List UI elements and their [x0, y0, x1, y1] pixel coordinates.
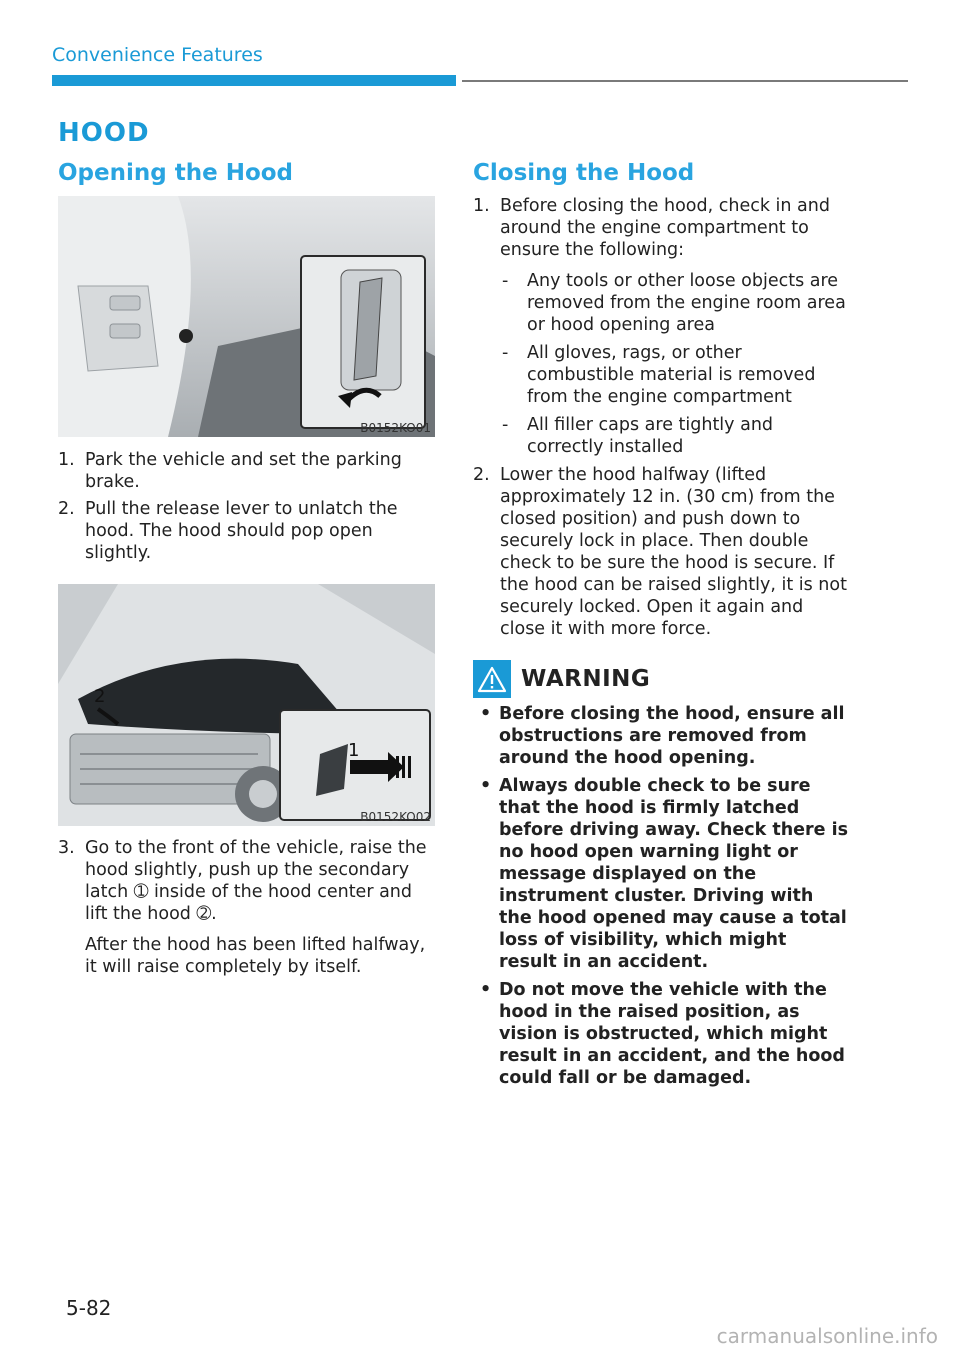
- checklist-item: - Any tools or other loose objects are removed from the engine room area or hood opening area: [502, 271, 846, 335]
- header-accent-rule: [52, 75, 456, 86]
- list-item: 2. Pull the release lever to unlatch the hood. The hood should pop open slightly.: [58, 499, 398, 563]
- watermark: carmanualsonline.info: [716, 1324, 938, 1348]
- release-lever-illustration: [58, 196, 435, 437]
- checklist-item: - All gloves, rags, or other combustible material is removed from the engine compartment: [502, 343, 816, 407]
- warning-header: [473, 660, 650, 698]
- list-item: 1. Park the vehicle and set the parking brake.: [58, 450, 402, 492]
- checklist-item: - All filler caps are tightly and correctly installed: [502, 415, 774, 457]
- running-header: Convenience Features: [52, 44, 263, 66]
- list-item: 2. Lower the hood halfway (lifted approximately 12 in. (30 cm) from the closed position) and push down to securely lock in place. Then double check to be sure the hood is secure. If the hood can be raised slightly, it is not securely locked. Open it again and close it with more force.: [473, 465, 847, 639]
- warning-triangle-icon: [473, 660, 511, 698]
- callout-2: 2: [94, 686, 106, 707]
- list-item: 1. Before closing the hood, check in and around the engine compartment to ensure the following: - Any tools or other loose objects are removed from the engine room area or hood opening area - All gloves, rags, or other combustible material is removed from the engine compartment - All filler caps are tightly and correctly installed: [473, 195, 853, 458]
- warning-list: [480, 703, 850, 1095]
- closing-hood-title: Closing the Hood: [473, 160, 695, 186]
- secondary-latch-illustration: [58, 584, 435, 826]
- page-number: 5-82: [66, 1296, 112, 1320]
- opening-steps-list: [58, 449, 436, 569]
- opening-steps-list-continued: [58, 837, 436, 983]
- warning-item: • Before closing the hood, ensure all obstructions are removed from around the hood opening.: [480, 704, 845, 768]
- checklist: [500, 270, 853, 458]
- figure-code: B0152KO01: [360, 421, 431, 435]
- figure-secondary-latch: [58, 584, 435, 826]
- callout-1: 1: [348, 740, 360, 761]
- header-divider: [462, 80, 908, 82]
- closing-steps-list: [473, 195, 853, 645]
- section-title: HOOD: [58, 118, 150, 148]
- figure-release-lever: [58, 196, 435, 437]
- warning-item: • Do not move the vehicle with the hood in the raised position, as vision is obstructed, which might result in an accident, and the hood could fall or be damaged.: [480, 980, 845, 1088]
- warning-title: WARNING: [521, 666, 651, 692]
- figure-code: B0152KO02: [360, 810, 431, 824]
- opening-hood-title: Opening the Hood: [58, 160, 294, 186]
- warning-item: • Always double check to be sure that the hood is firmly latched before driving away. Check there is no hood open warning light or message displayed on the instrument cluster. Driving with the hood opened may cause a total loss of visibility, which might result in an accident.: [480, 776, 849, 972]
- list-item: 3. Go to the front of the vehicle, raise the hood slightly, push up the secondary latch ➀ inside of the hood center and lift the hood ➁. After the hood has been lifted halfway, it will raise completely by itself.: [58, 838, 427, 977]
